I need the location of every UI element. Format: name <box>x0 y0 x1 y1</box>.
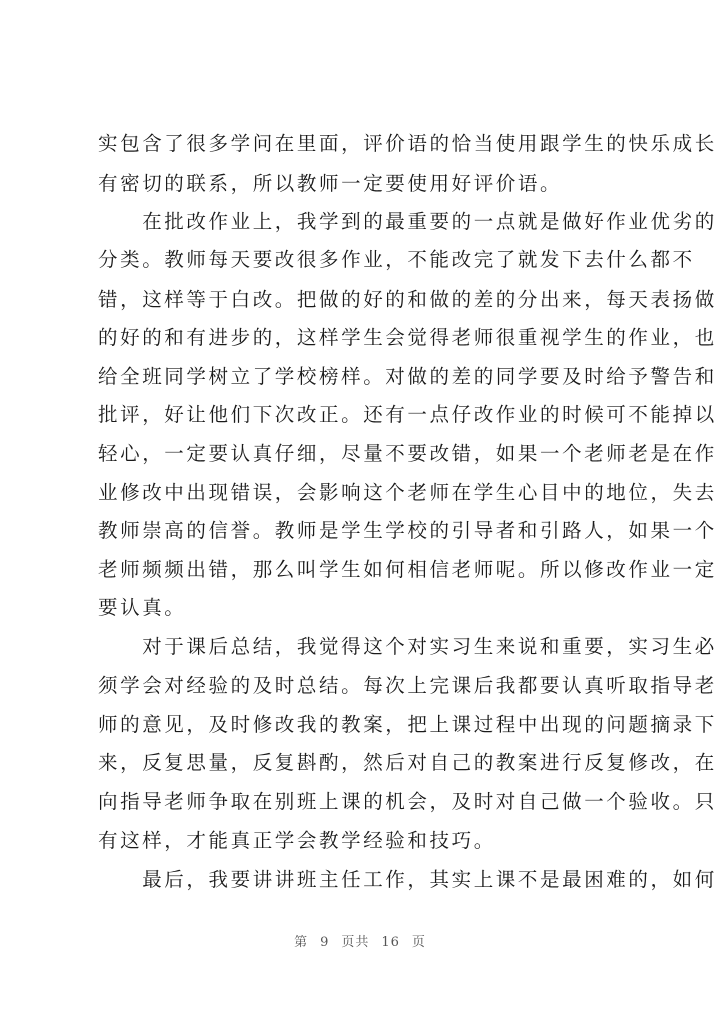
text-line-8: 批评，好让他们下次改正。还有一点仔改作业的时候可不能掉以 <box>98 403 717 426</box>
text-line-16: 师的意见，及时修改我的教案，把上课过程中出现的问题摘录下 <box>98 713 717 736</box>
footer-mid: 页共 <box>341 935 370 950</box>
text-line-12: 老师频频出错，那么叫学生如何相信老师呢。所以修改作业一定 <box>98 558 717 581</box>
text-line-9: 轻心，一定要认真仔细，尽量不要改错，如果一个老师老是在作 <box>98 442 717 465</box>
footer-current-page: 9 <box>320 935 330 950</box>
text-line-14: 对于课后总结，我觉得这个对实习生来说和重要，实习生必 <box>98 635 717 658</box>
text-line-1: 实包含了很多学问在里面，评价语的恰当使用跟学生的快乐成长 <box>98 132 717 155</box>
footer-suffix: 页 <box>411 935 426 950</box>
text-line-3: 在批改作业上，我学到的最重要的一点就是做好作业优劣的 <box>98 210 717 233</box>
text-line-17: 来，反复思量，反复斟酌，然后对自己的教案进行反复修改，在 <box>98 751 717 774</box>
footer-total-pages: 16 <box>381 935 400 950</box>
text-line-15: 须学会对经验的及时总结。每次上完课后我都要认真听取指导老 <box>98 674 717 697</box>
text-line-13: 要认真。 <box>98 596 187 619</box>
text-line-18: 向指导老师争取在别班上课的机会，及时对自己做一个验收。只 <box>98 790 717 813</box>
text-line-2: 有密切的联系，所以教师一定要使用好评价语。 <box>98 172 563 195</box>
text-line-7: 给全班同学树立了学校榜样。对做的差的同学要及时给予警告和 <box>98 365 717 388</box>
text-line-10: 业修改中出现错误，会影响这个老师在学生心目中的地位，失去 <box>98 481 717 504</box>
text-line-11: 教师崇高的信誉。教师是学生学校的引导者和引路人，如果一个 <box>98 519 717 542</box>
text-line-20: 最后，我要讲讲班主任工作，其实上课不是最困难的，如何 <box>98 868 717 891</box>
footer-prefix: 第 <box>294 935 309 950</box>
text-line-19: 有这样，才能真正学会教学经验和技巧。 <box>98 829 496 852</box>
text-line-4: 分类。教师每天要改很多作业，不能改完了就发下去什么都不 <box>98 248 695 271</box>
text-line-5: 错，这样等于白改。把做的好的和做的差的分出来，每天表扬做 <box>98 288 717 311</box>
text-line-6: 的好的和有进步的，这样学生会觉得老师很重视学生的作业，也 <box>98 326 717 349</box>
page-footer <box>0 931 720 950</box>
